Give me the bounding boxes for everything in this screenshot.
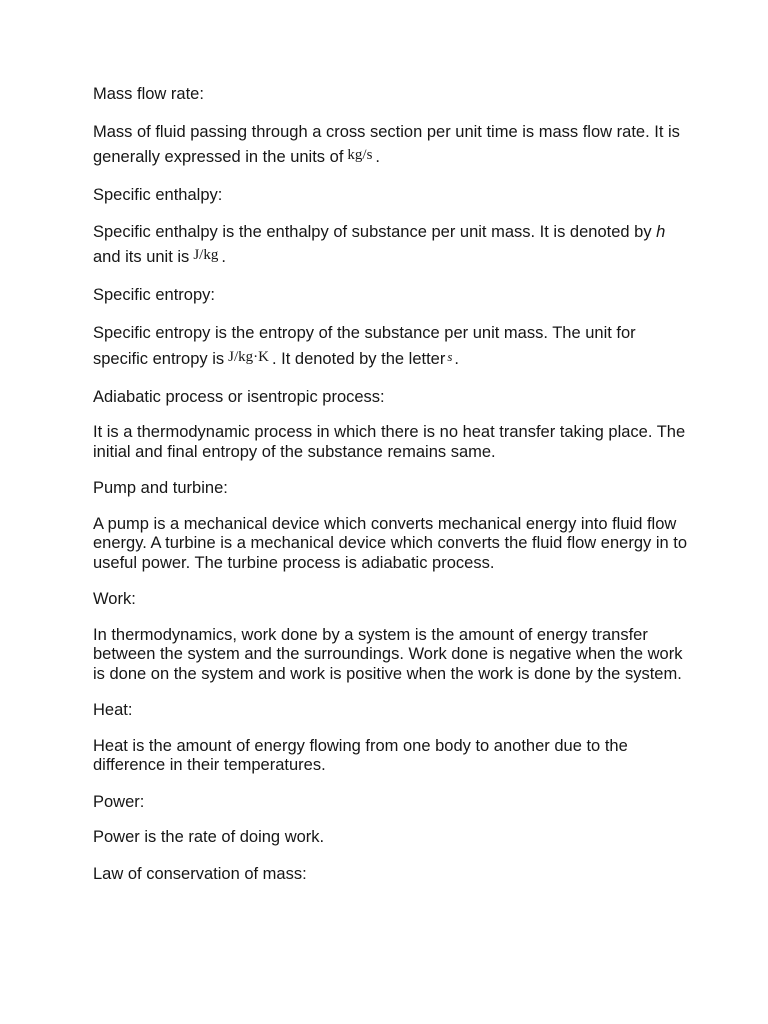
unit-j-per-kg-k: J/kg·K (228, 348, 269, 365)
symbol-h: h (656, 223, 666, 241)
paragraph-text: Specific entropy is the entropy of the substance per unit mass. The unit for specific entropy is (93, 323, 636, 368)
paragraph-text: and its unit is (93, 248, 190, 266)
paragraph-heat: Heat is the amount of energy flowing from one body to another due to the difference in their temperatures. (93, 736, 628, 774)
paragraph-adiabatic-process: It is a thermodynamic process in which there is no heat transfer taking place. The initial and final entropy of the substance remains same. (93, 423, 686, 461)
heading-mass-flow-rate: Mass flow rate: (93, 85, 204, 103)
paragraph-pump-and-turbine: A pump is a mechanical device which converts mechanical energy into fluid flow energy. A turbine is a mechanical device which converts the fluid flow energy in to useful power. The turbine process is adiabatic process. (93, 514, 688, 572)
paragraph-text: . (454, 349, 460, 368)
paragraph-text: . (375, 147, 381, 166)
paragraph-text: Specific enthalpy is the enthalpy of substance per unit mass. It is denoted by (93, 223, 652, 241)
unit-j-per-kg: J/kg (193, 247, 219, 263)
paragraph-text: Mass of fluid passing through a cross section per unit time is mass flow rate. It is generally expressed in the units of (93, 122, 680, 166)
paragraph-mass-flow-rate (93, 121, 693, 169)
paragraph-work: In thermodynamics, work done by a system is the amount of energy transfer between the system and the surroundings. Work done is negative when the work is done on the system and work is positive when the work is done by the system. (93, 625, 683, 683)
heading-adiabatic-process: Adiabatic process or isentropic process: (93, 387, 385, 406)
unit-kg-per-s: kg/s (347, 146, 373, 163)
heading-conservation-of-mass: Law of conservation of mass: (93, 864, 307, 883)
paragraph-specific-enthalpy (93, 221, 693, 269)
document-page (93, 85, 693, 900)
paragraph-power: Power is the rate of doing work. (93, 828, 325, 846)
paragraph-text: . It denoted by the letter (271, 349, 446, 368)
paragraph-text: . (221, 248, 226, 266)
heading-specific-enthalpy: Specific enthalpy: (93, 185, 223, 204)
symbol-s: s (447, 348, 453, 364)
heading-pump-and-turbine: Pump and turbine: (93, 479, 228, 497)
heading-heat: Heat: (93, 701, 133, 719)
paragraph-specific-entropy (93, 322, 693, 371)
heading-work: Work: (93, 590, 136, 608)
heading-specific-entropy: Specific entropy: (93, 286, 215, 304)
heading-power: Power: (93, 792, 145, 811)
